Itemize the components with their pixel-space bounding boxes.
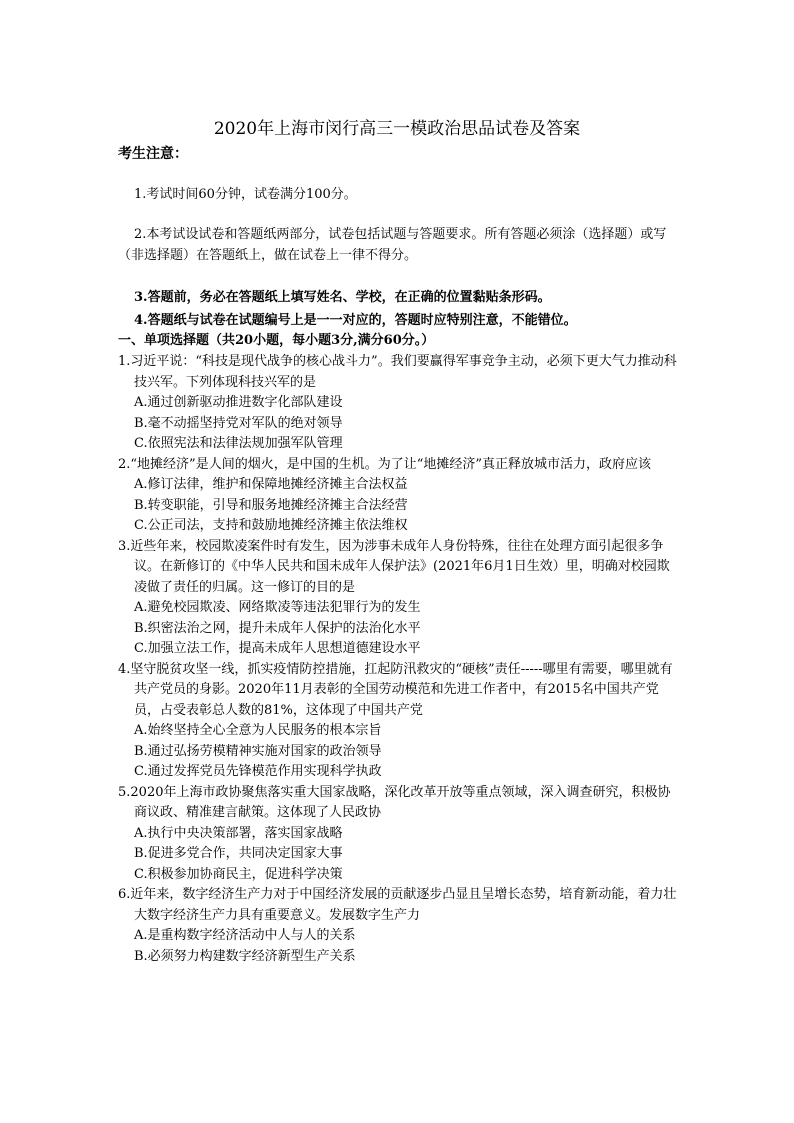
question-4 (118, 660, 680, 783)
option-c: C.积极参加协商民主，促进科学决策 (134, 866, 343, 882)
page-title: 2020年上海市闵行高三一模政治思品试卷及答案 (213, 119, 581, 139)
option-c: C.依照宪法和法律法规加强军队管理 (134, 436, 343, 451)
question-6 (118, 885, 680, 967)
option-c: C.加强立法工作，提高未成年人思想道德建设水平 (134, 641, 421, 656)
option-a: A.始终坚持全心全意为人民服务的根本宗旨 (134, 723, 382, 738)
notice-heading: 考生注意： (118, 146, 188, 162)
option-b: B.必须努力构建数字经济新型生产关系 (134, 948, 356, 964)
option-b: B.促进多党合作，共同决定国家大事 (134, 846, 343, 861)
question-stem: 1.习近平说：“科技是现代战争的核心战斗力”。我们要赢得军事竞争主动，必须下更大气力推动科技兴军。下列体现科技兴军的是 (118, 354, 677, 390)
option-c: C.公正司法，支持和鼓励地摊经济摊主依法维权 (134, 518, 408, 533)
option-a: A.修订法律，维护和保障地摊经济摊主合法权益 (134, 477, 408, 492)
question-3 (118, 537, 680, 660)
question-stem: 6.近年来，数字经济生产力对于中国经济发展的贡献逐步凸显且呈增长态势，培育新动能，着力壮大数字经济生产力具有重要意义。发展数字生产力 (118, 887, 677, 923)
option-a: A.通过创新驱动推进数字化部队建设 (134, 395, 343, 410)
question-stem: 3.近些年来，校园欺凌案件时有发生，因为涉事未成年人身份特殊，往往在处理方面引起很多争议。在新修订的《中华人民共和国未成年人保护法》(2021年6月1日生效）里，明确对校园欺凌做了责任的归属。这一修订的目的是 (118, 538, 670, 595)
section-heading: 一、单项选择题（共20小题，每小题3分,满分60分。） (118, 333, 435, 348)
option-b: B.转变职能，引导和服务地摊经济摊主合法经营 (134, 497, 408, 513)
option-b: B.毫不动摇坚持党对军队的绝对领导 (134, 415, 343, 431)
notice-item-1: 1.考试时间60分钟，试卷满分100分。 (134, 187, 357, 202)
option-a: A.避免校园欺凌、网络欺凌等违法犯罪行为的发生 (134, 600, 421, 615)
question-stem: 2.“地摊经济”是人间的烟火，是中国的生机。为了让“地摊经济”真正释放城市活力，政府应该 (118, 456, 651, 472)
question-5 (118, 783, 680, 886)
question-stem: 5.2020年上海市政协聚焦落实重大国家战略，深化改革开放等重点领域，深入调查研究，积极协商议政、精准建言献策。这体现了人民政协 (118, 784, 671, 820)
question-stem: 4.坚守脱贫攻坚一线，抓实疫情防控措施，扛起防汛救灾的“硬核”责任-----哪里有需要，哪里就有共产党员的身影。2020年11月表彰的全国劳动模范和先进工作者中，有2015名中国共产党员，占受表彰总人数的81%，这体现了中国共产党 (118, 661, 673, 718)
option-a: A.执行中央决策部署，落实国家战略 (134, 825, 343, 841)
question-list (118, 352, 680, 967)
option-b: B.织密法治之网，提升未成年人保护的法治化水平 (134, 620, 421, 636)
notice-item-2: 2.本考试设试卷和答题纸两部分，试卷包括试题与答题要求。所有答题必须涂（选择题）或写（非选择题）在答题纸上，做在试卷上一律不得分。 (118, 227, 667, 263)
question-2 (118, 455, 680, 537)
option-c: C.通过发挥党员先锋模范作用实现科学执政 (134, 764, 382, 779)
question-1 (118, 352, 680, 455)
notice-item-4: 4.答题纸与试卷在试题编号上是一一对应的，答题时应特别注意，不能错位。 (134, 313, 577, 328)
option-a: A.是重构数字经济活动中人与人的关系 (134, 928, 356, 943)
notice-item-3: 3.答题前，务必在答题纸上填写姓名、学校，在正确的位置黏贴条形码。 (134, 290, 551, 305)
option-b: B.通过弘扬劳模精神实施对国家的政治领导 (134, 743, 382, 759)
